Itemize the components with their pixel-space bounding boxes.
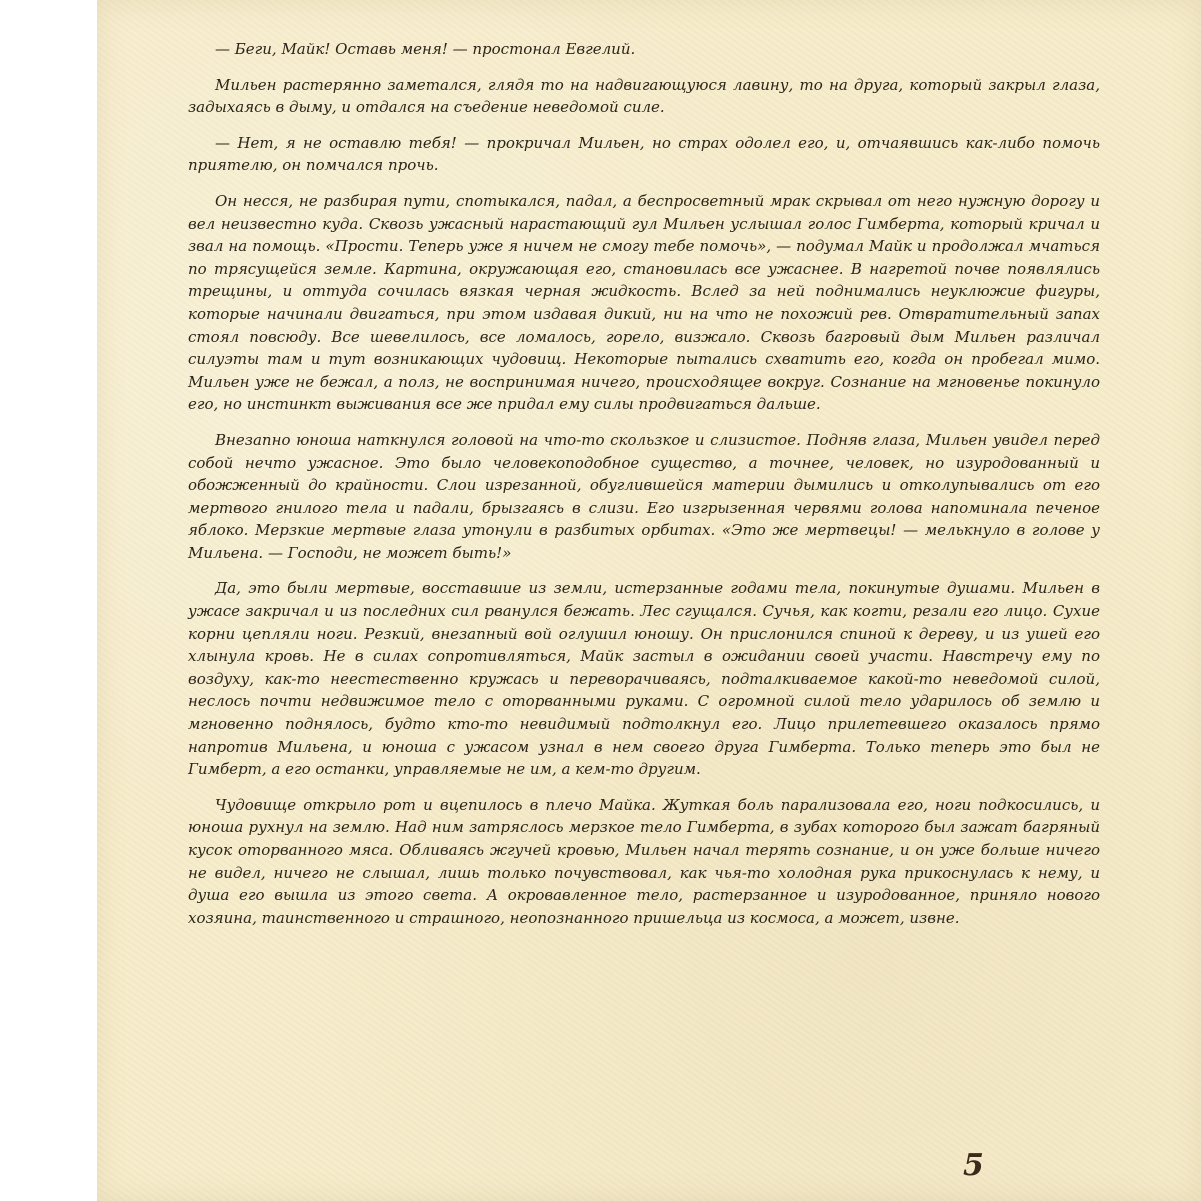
paragraph: Чудовище открыло рот и вцепилось в плечо Майка. Жуткая боль парализовала его, ноги подкосились, и юноша рухнул на землю. Над ним затряслось мерзкое тело Гимберта, в зубах которого был зажат багряный кусок оторванного мяса. Обливаясь жгучей кровью, Мильен начал терять сознание, и он уже больше ничего не видел, ничего не слышал, лишь только почувствовал, как чья-то холодная рука прикоснулась к нему, и душа его вышла из этого света. А окровавленное тело, растерзанное и изуродованное, приняло нового хозяина, таинственного и страшного, неопознанного пришельца из космоса, а может, извне.	[188, 795, 1100, 927]
paragraph: Да, это были мертвые, восставшие из земли, истерзанные годами тела, покинутые душами. Мильен в ужасе закричал и из последних сил рванулся бежать. Лес сгущался. Сучья, как когти, резали его лицо. Сухие корни цепляли ноги. Резкий, внезапный вой оглушил юношу. Он прислонился спиной к дереву, и из ушей его хлынула кровь. Не в силах сопротивляться, Майк застыл в ожидании своей участи. Навстречу ему по воздуху, как-то неестественно кружась и переворачиваясь, подталкиваемое какой-то неведомой силой, неслось почти недвижимое тело с оторванными руками. С огромной силой тело ударилось об землю и мгновенно поднялось, будто кто-то невидимый подтолкнул его. Лицо прилетевшего оказалось прямо напротив Мильена, и юноша с ужасом узнал в нем своего друга Гимберта. Только теперь это был не Гимберт, а его останки, управляемые не им, а кем-то другим.	[188, 579, 1100, 779]
paragraph: — Нет, я не оставлю тебя! — прокричал Мильен, но страх одолел его, и, отчаявшись как-либо помочь приятелю, он помчался прочь.	[188, 133, 1100, 175]
page-number: 5	[963, 1148, 984, 1183]
paragraph: Внезапно юноша наткнулся головой на что-то скользкое и слизистое. Подняв глаза, Мильен увидел перед собой нечто ужасное. Это было человекоподобное существо, а точнее, человек, но изуродованный и обожженный до крайности. Слои изрезанной, обуглившейся материи дымились и отколупывались от его мертвого гнилого тела и падали, брызгаясь в слизи. Его изгрызенная червями голова напоминала печеное яблоко. Мерзкие мертвые глаза утонули в разбитых орбитах. «Это же мертвецы! — мелькнуло в голове у Мильена. — Господи, не может быть!»	[188, 430, 1100, 562]
book-page	[97, 0, 1201, 1201]
paragraph: Он несся, не разбирая пути, спотыкался, падал, а беспросветный мрак скрывал от него нужную дорогу и вел неизвестно куда. Сквозь ужасный нарастающий гул Мильен услышал голос Гимберта, который кричал и звал на помощь. «Прости. Теперь уже я ничем не смогу тебе помочь», — подумал Майк и продолжал мчаться по трясущейся земле. Картина, окружающая его, становилась все ужаснее. В нагретой почве появлялись трещины, и оттуда сочилась вязкая черная жидкость. Вслед за ней поднимались неуклюжие фигуры, которые начинали двигаться, при этом издавая дикий, ни на что не похожий рев. Отвратительный запах стоял повсюду. Все шевелилось, все ломалось, горело, визжало. Сквозь багровый дым Мильен различал силуэты там и тут возникающих чудовищ. Некоторые пытались схватить его, когда он пробегал мимо. Мильен уже не бежал, а полз, не воспринимая ничего, происходящее вокруг. Сознание на мгновенье покинуло его, но инстинкт выживания все же придал ему силы продвигаться дальше.	[188, 191, 1100, 414]
paragraph: — Беги, Майк! Оставь меня! — простонал Евгелий.	[215, 40, 636, 58]
paragraph: Мильен растерянно заметался, глядя то на надвигающуюся лавину, то на друга, который закрыл глаза, задыхаясь в дыму, и отдался на съедение неведомой силе.	[188, 75, 1100, 117]
page-text	[188, 38, 1100, 942]
